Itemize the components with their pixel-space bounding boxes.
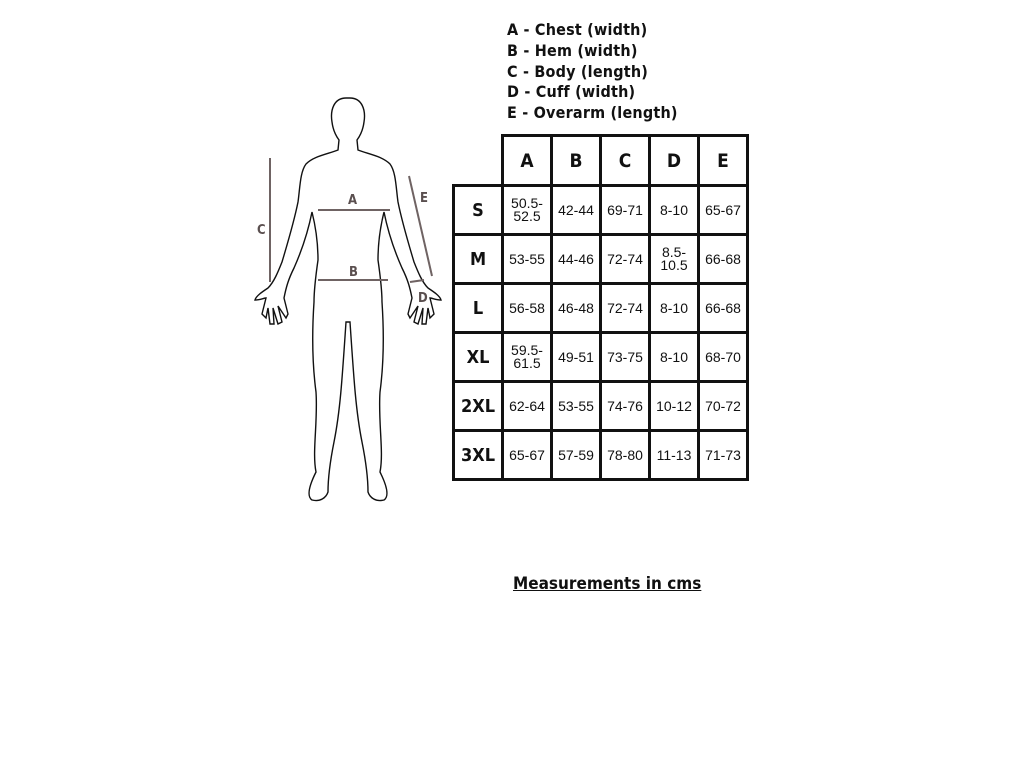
cell-value: 66-68 [705,299,741,316]
cell-value: 65-67 [509,446,545,463]
cell-value: 65-67 [705,201,741,218]
table-cell [650,382,699,431]
table-cell [699,382,748,431]
table-cell [503,382,552,431]
cell-value: 53-55 [558,397,594,414]
table-cell [650,235,699,284]
cell-value: 66-68 [705,250,741,267]
table-cell [650,284,699,333]
cell-value: 59.5-61.5 [511,342,543,371]
size-chart-table [452,134,749,481]
size-label-2xl: 2XL [454,382,503,431]
cell-value: 78-80 [607,446,643,463]
body-measurement-diagram [248,92,448,512]
size-label-m: M [454,235,503,284]
dimension-d-line [410,280,424,282]
table-cell [552,382,601,431]
table-cell [699,186,748,235]
table-cell [503,333,552,382]
cell-value: 8.5-10.5 [660,244,688,273]
dimension-a-label: A [348,193,358,208]
table-cell [552,284,601,333]
size-label-l: L [454,284,503,333]
table-cell [699,333,748,382]
table-cell [699,431,748,480]
cell-value: 10-12 [656,397,692,414]
table-header-row [454,136,748,186]
dimension-e-label: E [420,191,428,206]
table-row [454,235,748,284]
table-cell [552,186,601,235]
cell-value: 57-59 [558,446,594,463]
cell-value: 46-48 [558,299,594,316]
table-cell [601,284,650,333]
legend-item-e: E - Overarm (length) [507,103,678,123]
cell-value: 50.5-52.5 [511,195,543,224]
table-row [454,431,748,480]
cell-value: 70-72 [705,397,741,414]
table-cell [601,431,650,480]
column-header-a: A [503,136,552,186]
measurement-legend [507,20,678,124]
measurement-units-note: Measurements in cms [513,574,702,594]
table-cell [650,431,699,480]
table-cell [552,431,601,480]
table-cell [552,333,601,382]
table-corner [454,136,503,186]
table-row [454,333,748,382]
column-header-e: E [699,136,748,186]
legend-item-d: D - Cuff (width) [507,82,636,102]
size-label-s: S [454,186,503,235]
cell-value: 68-70 [705,348,741,365]
cell-value: 8-10 [659,201,689,218]
cell-value: 49-51 [558,348,594,365]
cell-value: 8-10 [659,348,689,365]
table-cell [552,235,601,284]
table-cell [503,235,552,284]
cell-value: 74-76 [607,397,643,414]
table-cell [601,333,650,382]
dimension-b-label: B [349,265,358,280]
cell-value: 69-71 [607,201,643,218]
table-cell [503,186,552,235]
table-row [454,186,748,235]
table-cell [699,284,748,333]
cell-value: 53-55 [509,250,545,267]
table-cell [650,333,699,382]
cell-value: 72-74 [607,299,643,316]
cell-value: 42-44 [558,201,594,218]
cell-value: 56-58 [509,299,545,316]
table-row [454,382,748,431]
table-cell [699,235,748,284]
dimension-d-label: D [418,291,428,306]
size-label-3xl: 3XL [454,431,503,480]
legend-item-c: C - Body (length) [507,61,649,81]
table-cell [503,431,552,480]
cell-value: 11-13 [656,446,692,463]
column-header-d: D [650,136,699,186]
column-header-c: C [601,136,650,186]
table-cell [503,284,552,333]
size-label-xl: XL [454,333,503,382]
cell-value: 62-64 [509,397,545,414]
table-cell [601,235,650,284]
legend-item-a: A - Chest (width) [507,20,648,39]
cell-value: 44-46 [558,250,594,267]
cell-value: 72-74 [607,250,643,267]
cell-value: 71-73 [705,446,741,463]
cell-value: 8-10 [659,299,689,316]
cell-value: 73-75 [607,348,643,365]
body-outline [255,98,441,501]
table-cell [650,186,699,235]
legend-item-b: B - Hem (width) [507,40,638,60]
table-row [454,284,748,333]
table-cell [601,186,650,235]
column-header-b: B [552,136,601,186]
dimension-c-label: C [257,223,266,238]
table-cell [601,382,650,431]
